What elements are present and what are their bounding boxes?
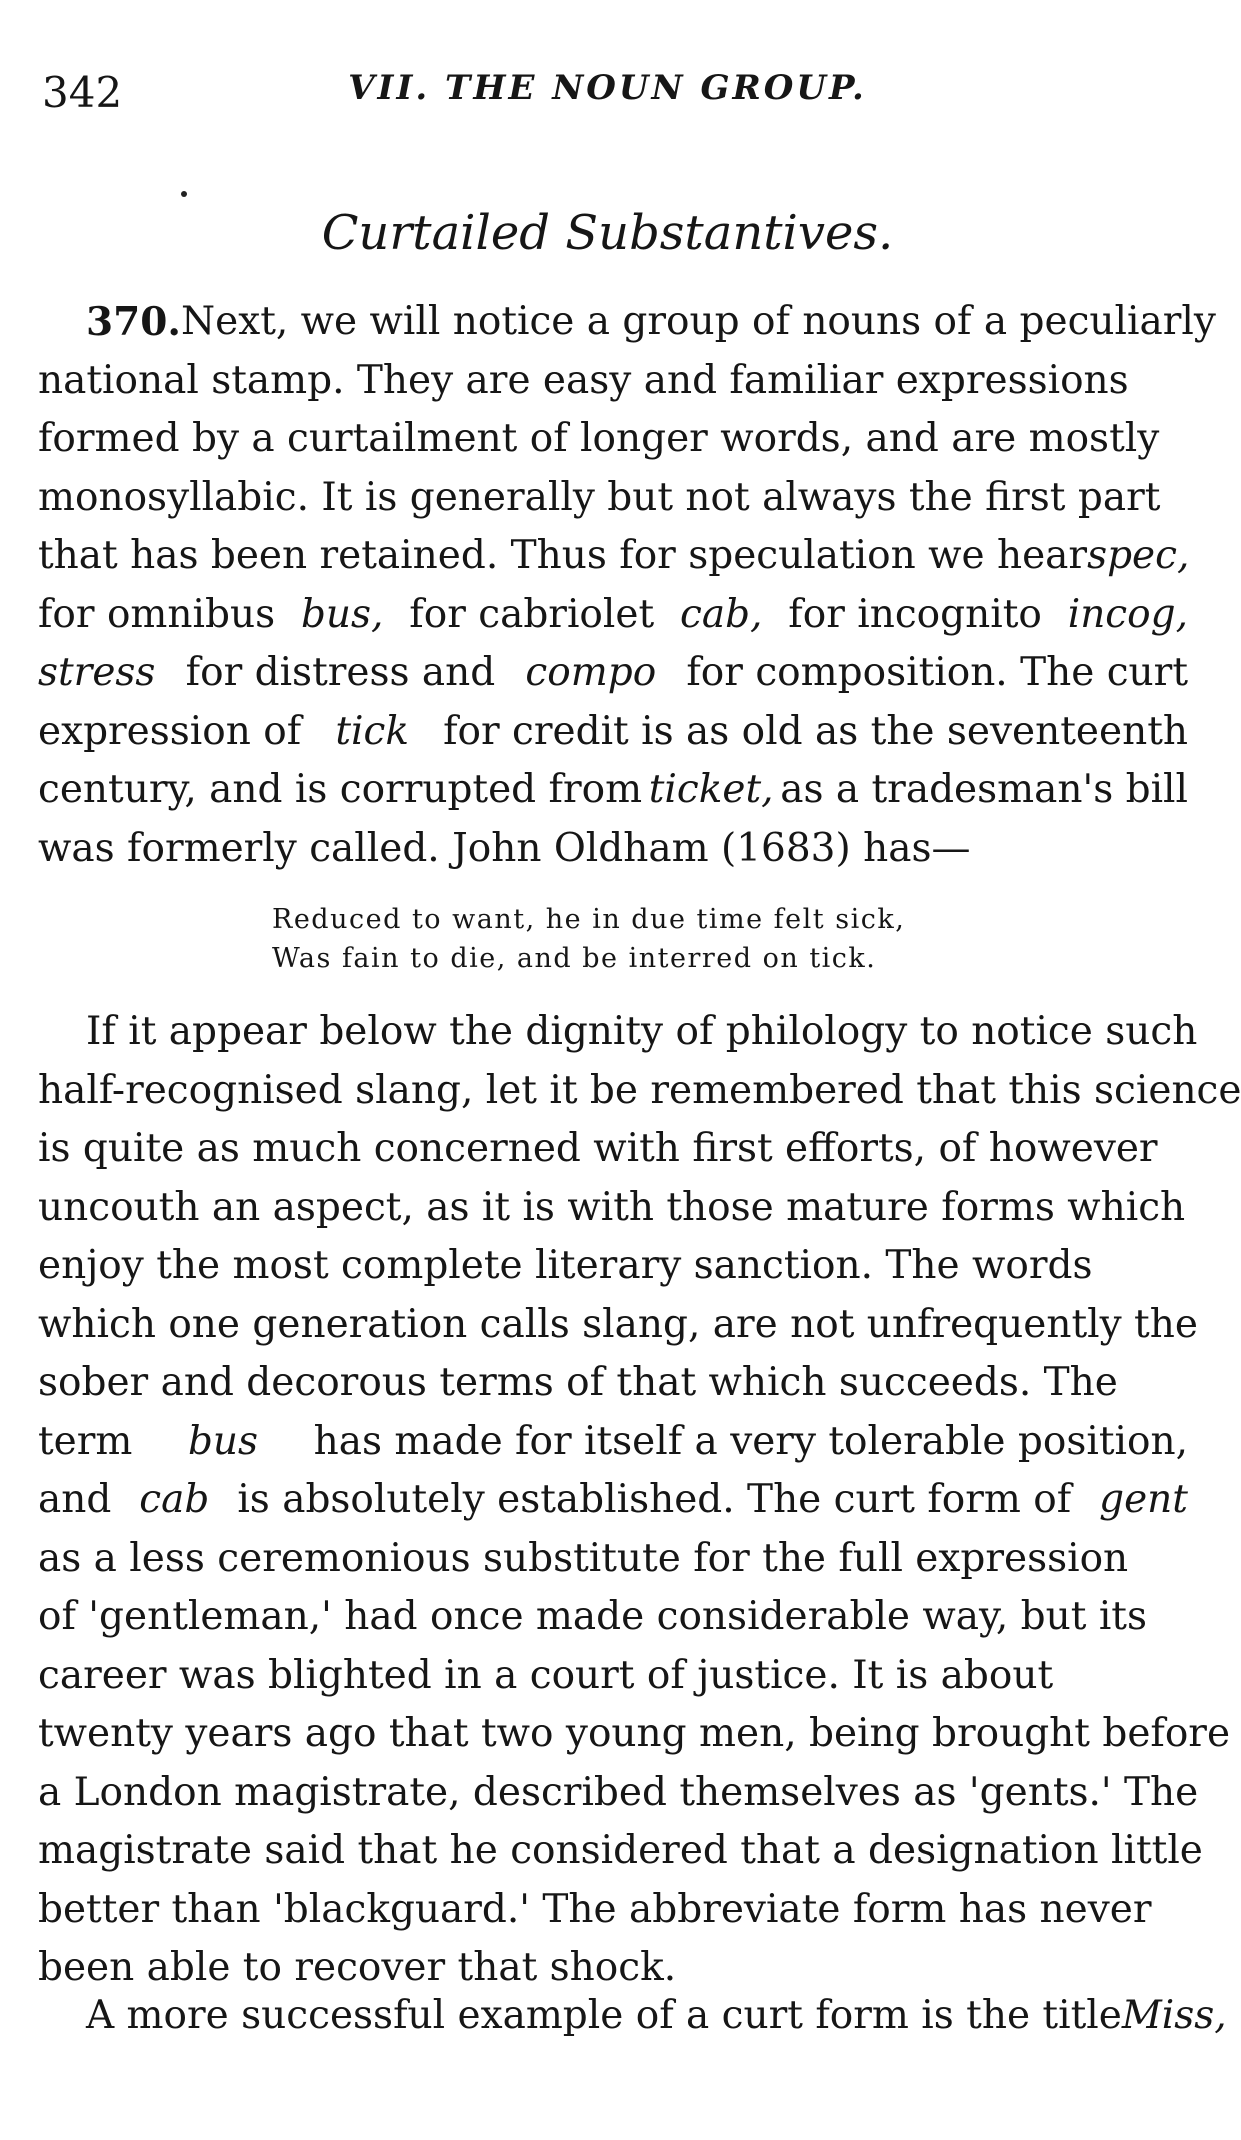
text-line: which one generation calls slang, are not unfrequently the: [38, 1301, 1198, 1347]
verse-line: Reduced to want, he in due time felt sick,: [272, 904, 906, 935]
text-line: career was blighted in a court of justice. It is about: [38, 1652, 1054, 1698]
verse-quotation: [272, 900, 992, 978]
paragraph-370: [38, 293, 1216, 878]
text-line: was formerly called. John Oldham (1683) has—: [38, 825, 971, 871]
text-line: enjoy the most complete literary sanction. The words: [38, 1243, 1093, 1288]
text-line: magistrate said that he considered that a designation little: [38, 1828, 1203, 1873]
text-line: expression of tick for credit is as old as the seventeenth: [38, 708, 1188, 754]
text-line: formed by a curtailment of longer words, and are mostly: [38, 416, 1160, 461]
text-line: that has been retained. Thus for speculation we hear spec,: [38, 533, 1190, 578]
text-line: twenty years ago that two young men, being brought before: [38, 1711, 1231, 1756]
text-line: and cab is absolutely established. The curt form of gent: [38, 1477, 1188, 1522]
text-line: national stamp. They are easy and familiar expressions: [38, 357, 1129, 403]
verse-line: Was fain to die, and be interred on tick.: [272, 943, 877, 974]
text-line: been able to recover that shock.: [38, 1945, 677, 1990]
text-line: century, and is corrupted from ticket, as a tradesman's bill: [38, 767, 1188, 812]
paragraph-number: 370.: [86, 299, 181, 345]
text-line: better than 'blackguard.' The abbreviate form has never: [38, 1886, 1152, 1932]
text-line: uncouth an aspect, as it is with those mature forms which: [38, 1184, 1186, 1230]
page-number: 342: [42, 68, 123, 117]
chapter-header: VII. THE NOUN GROUP.: [348, 68, 867, 108]
section-title: Curtailed Substantives.: [321, 205, 894, 261]
text-line: of 'gentleman,' had once made considerable way, but its: [38, 1594, 1147, 1639]
text-line: half-recognised slang, let it be remembered that this science: [38, 1067, 1241, 1113]
text-line: monosyllabic. It is generally but not always the first part: [38, 474, 1161, 520]
text-line: as a less ceremonious substitute for the full expression: [38, 1535, 1129, 1581]
text-line: term bus has made for itself a very tolerable position,: [38, 1418, 1188, 1464]
ink-speck: [181, 191, 187, 197]
paragraph-slang: [38, 1003, 1241, 1998]
text-line: If it appear below the dignity of philology to notice such: [86, 1009, 1198, 1054]
text-line: 370. Next, we will notice a group of nouns of a peculiarly: [38, 293, 1188, 352]
text-line: is quite as much concerned with first efforts, of however: [38, 1126, 1158, 1171]
paragraph-miss: [38, 1987, 1227, 2046]
text-line: a London magistrate, described themselves as 'gents.' The: [38, 1769, 1199, 1815]
running-head: [0, 60, 1215, 120]
text-line: stress for distress and compo for composition. The curt: [38, 650, 1188, 695]
text-line: sober and decorous terms of that which succeeds. The: [38, 1360, 1118, 1405]
text-line: for omnibus bus, for cabriolet cab, for incognito incog,: [38, 591, 1188, 637]
text-line: A more successful example of a curt form is the title Miss,: [86, 1993, 1227, 2038]
